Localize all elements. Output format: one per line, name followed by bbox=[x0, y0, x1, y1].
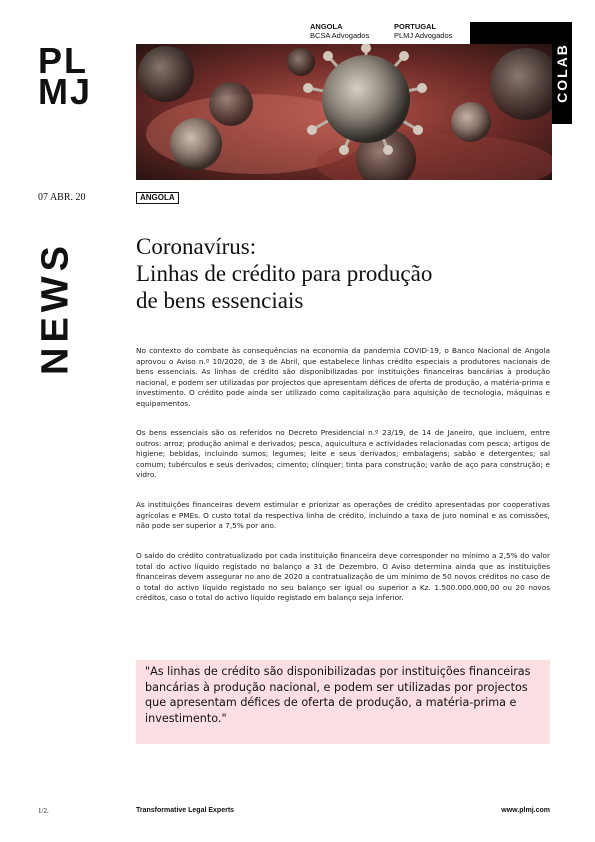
header-black-bar bbox=[470, 22, 552, 44]
publication-date: 07 ABR. 20 bbox=[38, 192, 86, 203]
article-paragraph: Os bens essenciais são os referidos no Decreto Presidencial n.º 23/19, de 14 de Janeiro, que incluem, entre outros: arroz; produção animal e derivados; pesca, aquicultura e actividades relacionadas com pesca; artigos de higiene; bebidas, incluindo sumos; legumes; leite e seus derivados; embalagens; sabão e detergentes; sal comum; tubérculos e seus derivados; cimento; clínquer; tinta para construção; varão de aço para construção; e vidro. bbox=[136, 428, 550, 479]
article-paragraph: No contexto do combate às consequências na economia da pandemia COVID-19, o Banco Nacional de Angola aprovou o Aviso n.º 10/2020, de 3 de Abril, que estabelece linhas crédito especiais a produtores nacionais de bens essenciais. As linhas de crédito são disponibilizadas por instituições financeiras bancárias à produção nacional, e podem ser utilizadas por projectos que apresentam défices de oferta de produção, a matéria-prima e investimento. O crédito pode ainda ser utilizado como capitalização para aquisição de tecnologia, máquinas e equipamentos. bbox=[136, 346, 550, 408]
section-label-news: NEWS bbox=[34, 241, 77, 375]
office-portugal: PORTUGAL PLMJ Advogados bbox=[394, 22, 453, 40]
plmj-logo: PL MJ bbox=[38, 40, 93, 112]
country-tag: ANGOLA bbox=[136, 192, 179, 204]
pull-quote: "As linhas de crédito são disponibilizadas por instituições financeiras bancárias à produção nacional, e podem ser utilizadas por projectos que apresentam défices de oferta de produção, a matéria-prima e investimento." bbox=[136, 660, 550, 744]
footer-website-link[interactable]: www.plmj.com bbox=[501, 807, 550, 814]
colab-badge: COLAB bbox=[552, 22, 572, 124]
article-paragraph: O saldo do crédito contratualizado por cada instituição financeira deve corresponder no mínimo a 2,5% do valor total do activo líquido registado no balanço a 31 de Dezembro. O Aviso determina ainda que as instituições financeiras devem assegurar no ano de 2020 a contratualização de um mínimo de 50 novos créditos no caso de o total do activo líquido registado no seu balanço ser igual ou superior a Kz. 1.500.000.000,00 ou 20 novos créditos, caso o total do activo líquido registado em balanço seja inferior. bbox=[136, 551, 550, 602]
hero-image bbox=[136, 44, 552, 180]
article-title: Coronavírus: Linhas de crédito para produção de bens essenciais bbox=[136, 234, 433, 313]
office-angola: ANGOLA BCSA Advogados bbox=[310, 22, 370, 40]
article-paragraph: As instituições financeiras devem estimular e priorizar as operações de crédito apresentadas por cooperativas agrícolas e PMEs. O custo total da respectiva linha de crédito, incluindo a taxa de juro nominal e as comissões, não pode ser superior a 7,5% por ano. bbox=[136, 500, 550, 530]
footer-tagline: Transformative Legal Experts bbox=[136, 807, 235, 814]
coronavirus-illustration bbox=[136, 44, 552, 180]
page-number: 1/2. bbox=[38, 807, 49, 815]
